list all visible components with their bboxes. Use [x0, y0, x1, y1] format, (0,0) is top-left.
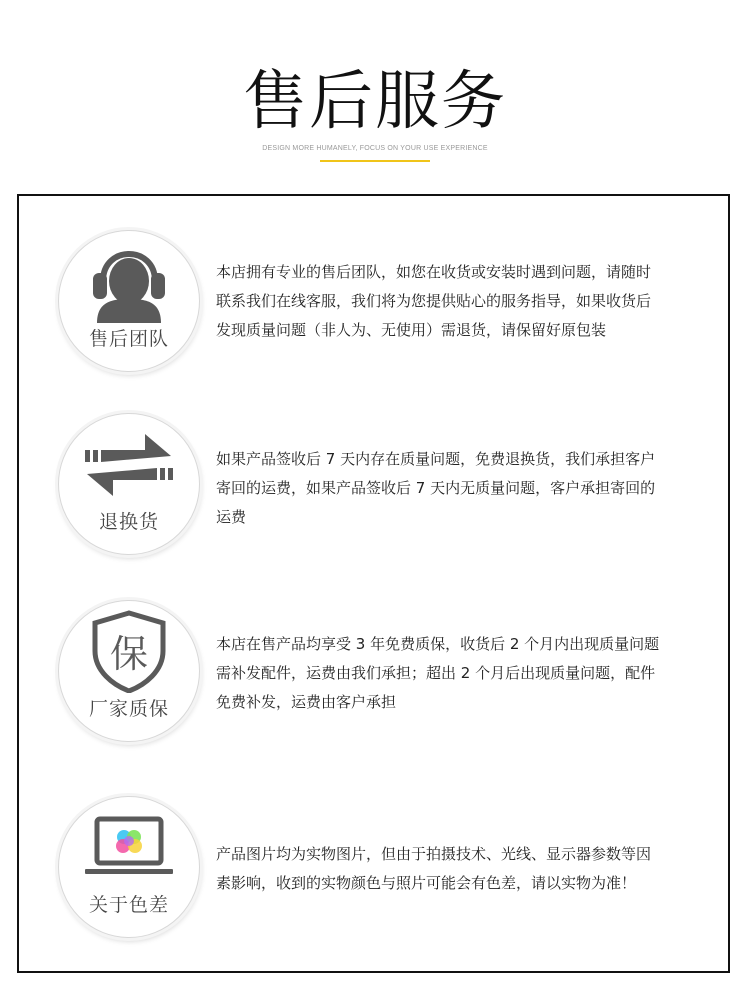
service-icon-circle	[58, 230, 200, 372]
service-icon-circle	[58, 413, 200, 555]
service-label: 售后团队	[88, 328, 169, 350]
service-label: 厂家质保	[88, 698, 169, 720]
warranty-shield-icon	[79, 607, 179, 693]
service-item-warranty	[58, 600, 718, 740]
page-subtitle: DESIGN MORE HUMANELY, FOCUS ON YOUR USE EXPERIENCE	[262, 145, 488, 152]
laptop-color-icon	[79, 803, 179, 889]
service-description: 本店在售产品均享受 3 年免费质保，收货后 2 个月内出现质量问题 需补发配件，运费由我们承担；超出 2 个月后出现质量问题，配件 免费补发，运费由客户承担	[216, 635, 660, 711]
title-underline	[320, 160, 430, 162]
headset-person-icon	[79, 237, 179, 323]
service-description: 如果产品签收后 7 天内存在质量问题，免费退换货，我们承担客户 寄回的运费，如果产品签收后 7 天内无质量问题，客户承担寄回的 运费	[216, 450, 656, 526]
service-description: 产品图片均为实物图片，但由于拍摄技术、光线、显示器参数等因 素影响，收到的实物颜色与照片可能会有色差，请以实物为准！	[216, 845, 652, 892]
exchange-arrows-icon	[79, 420, 179, 506]
service-icon-circle	[58, 600, 200, 742]
service-description: 本店拥有专业的售后团队，如您在收货或安装时遇到问题，请随时 联系我们在线客服，我们将为您提供贴心的服务指导，如果收货后 发现质量问题（非人为、无使用）需退货，请保留好原包装	[216, 263, 652, 339]
service-item-color	[58, 796, 718, 936]
service-item-exchange	[58, 413, 718, 553]
service-icon-circle	[58, 796, 200, 938]
service-item-team	[58, 230, 718, 370]
page-title: 售后服务	[243, 65, 507, 139]
service-label: 关于色差	[88, 894, 169, 916]
warranty-glyph: 保	[109, 632, 149, 676]
service-label: 退换货	[98, 511, 159, 533]
